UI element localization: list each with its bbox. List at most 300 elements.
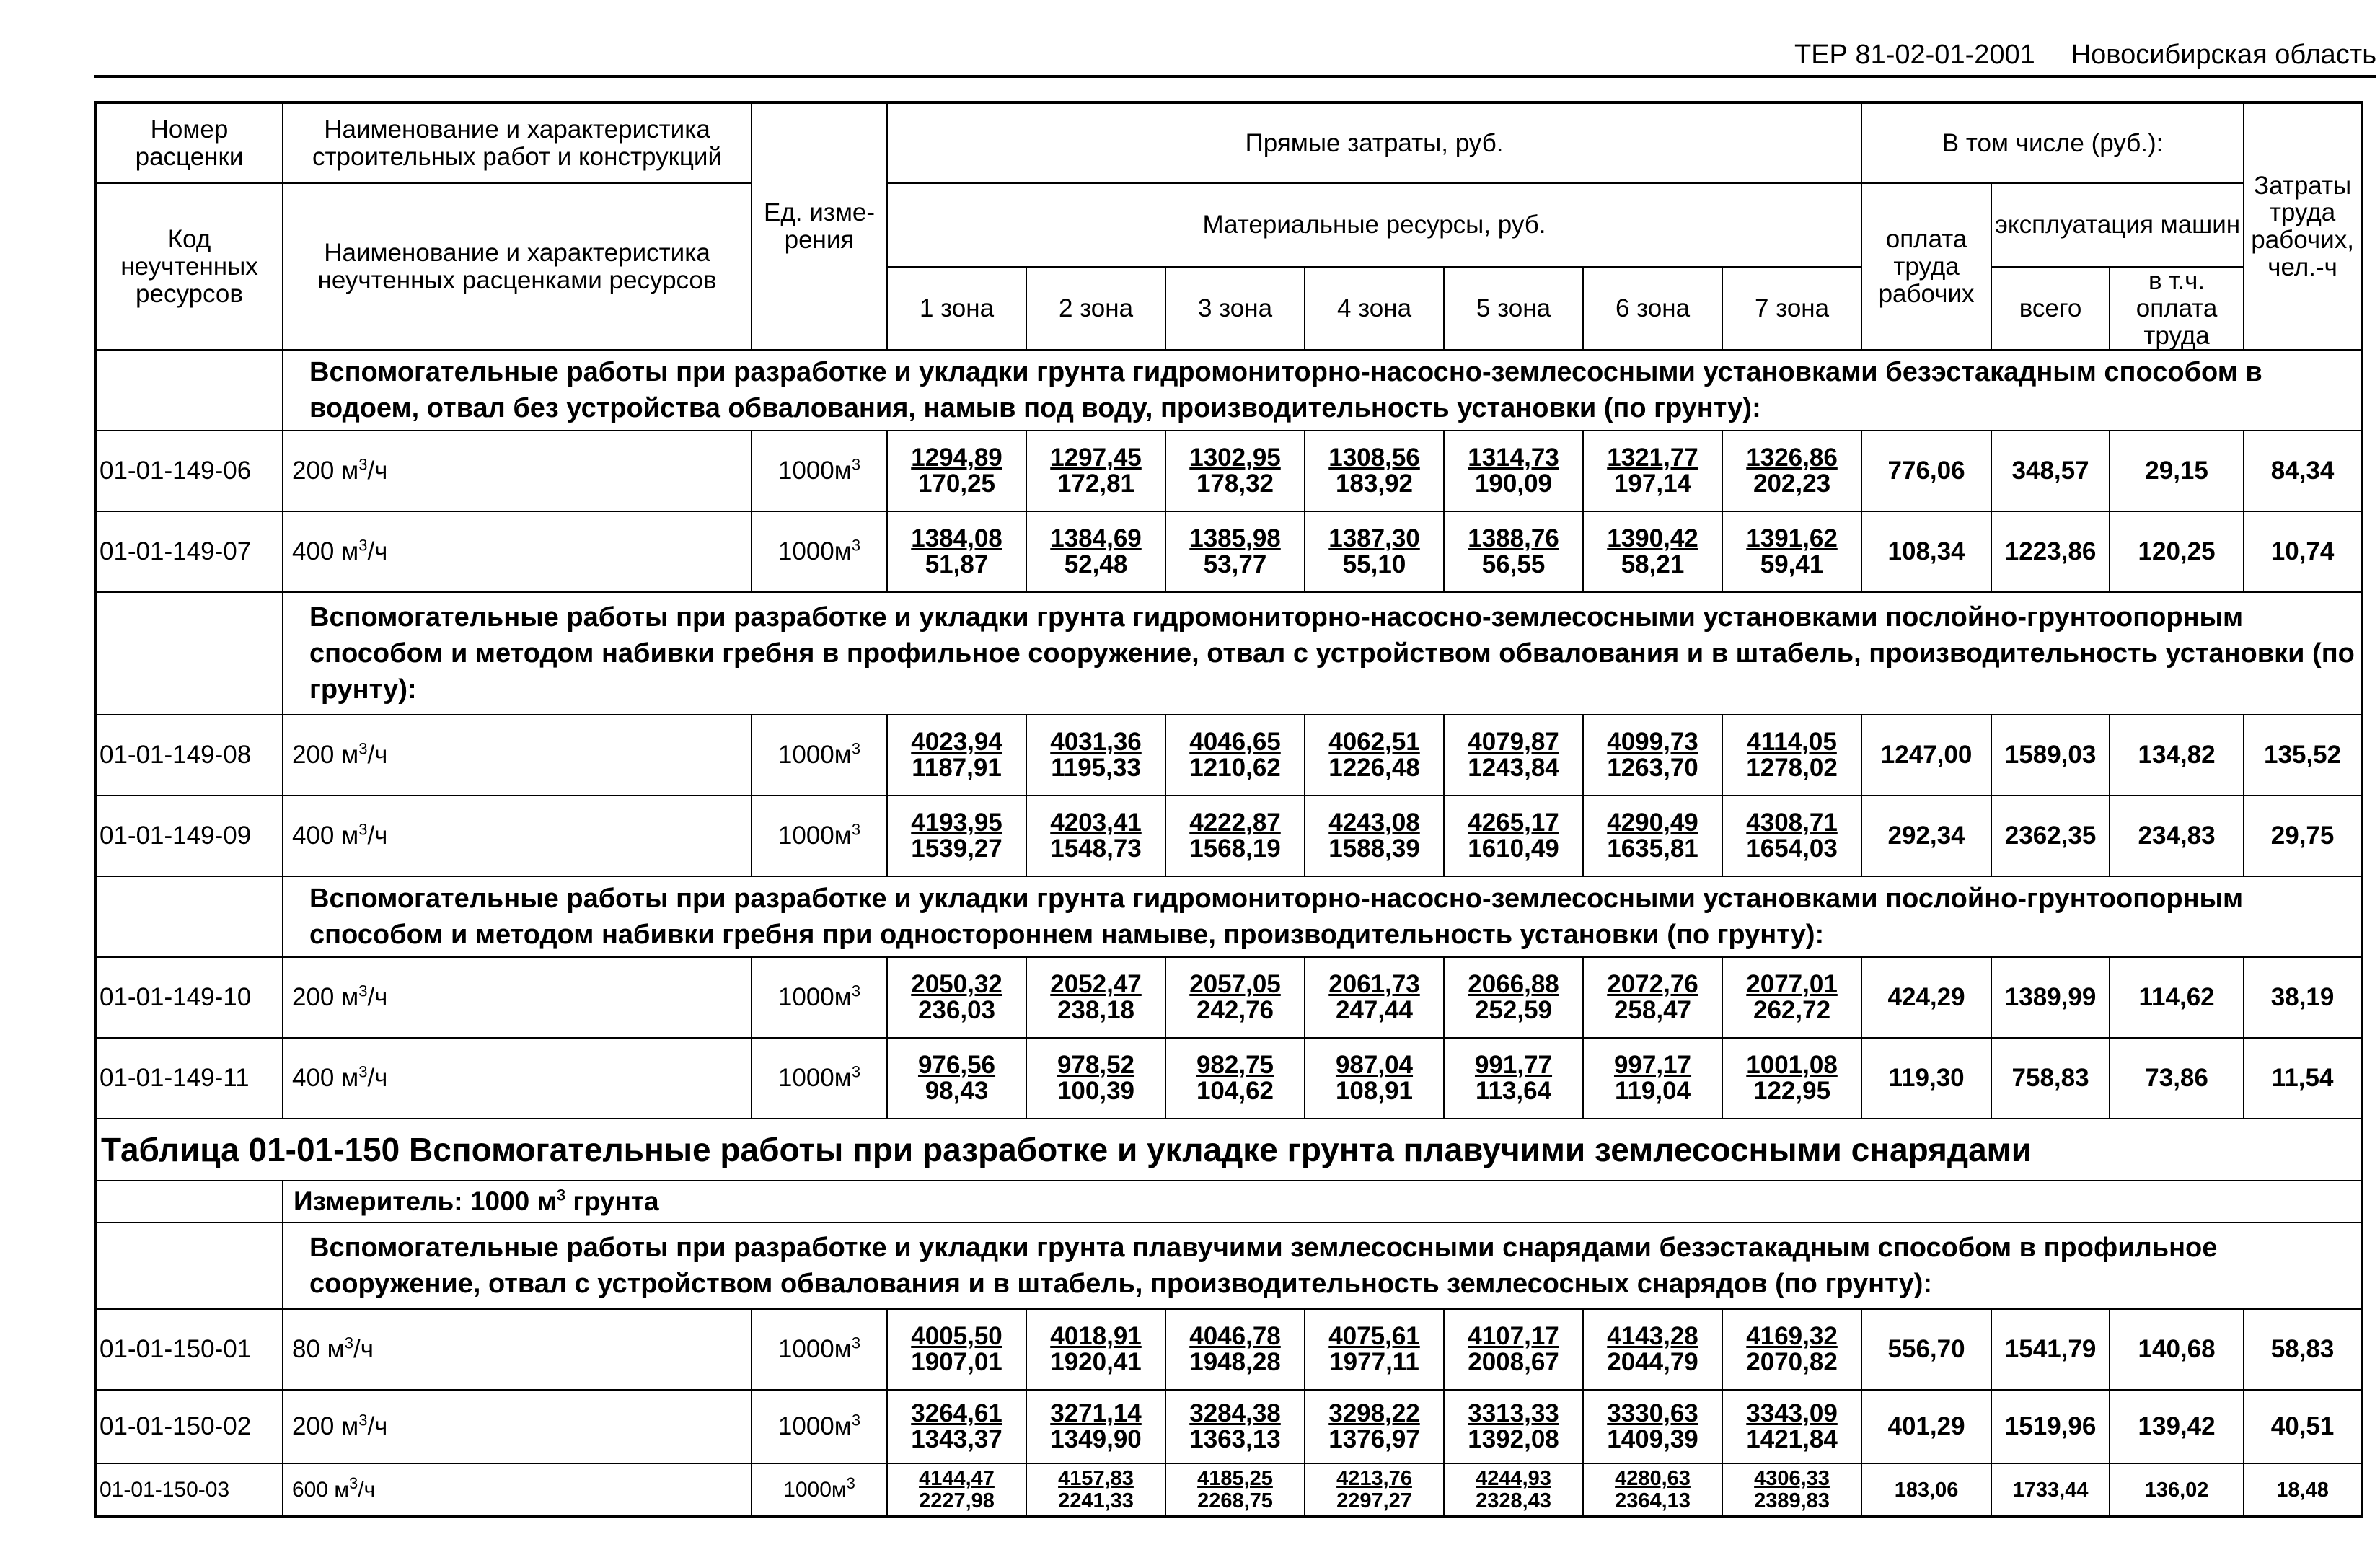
worker-pay-value: 556,70 [1861,1309,1991,1390]
material-cost-value: 53,77 [1203,550,1267,579]
zone-cost-cell [1722,431,1861,511]
col-rate-number: Номер расценки [95,102,283,183]
zone-cost-cell [1444,796,1583,876]
machines-total-value: 1733,44 [1991,1463,2110,1517]
labor-value: 40,51 [2244,1390,2362,1463]
rate-name-superscript: 3 [358,1411,368,1430]
rate-row [95,431,2362,511]
labor-value: 84,34 [2244,431,2362,511]
rate-row [95,1309,2362,1390]
col-labor: Затраты труда рабочих, чел.-ч [2244,102,2362,350]
direct-cost-value: 1387,30 [1328,524,1420,552]
section-row [95,592,2362,715]
rate-code: 01-01-149-06 [95,431,283,511]
material-cost-value: 1392,08 [1468,1425,1559,1454]
direct-cost-value: 2066,88 [1468,969,1559,998]
direct-cost-value: 4046,78 [1189,1321,1281,1350]
rate-name-text: 200 м [292,741,359,770]
rate-name-superscript: 3 [358,536,368,555]
section-blank-cell [95,592,283,715]
direct-cost-value: 4265,17 [1468,808,1559,837]
rate-name-text: 200 м [292,983,359,1012]
direct-cost-value: 3284,38 [1189,1398,1281,1427]
direct-cost-value: 3264,61 [911,1398,1002,1427]
material-cost-value: 100,39 [1057,1077,1135,1106]
direct-cost-value: 4075,61 [1328,1321,1420,1350]
zone-cost-cell [1165,1390,1305,1463]
material-cost-value: 58,21 [1621,550,1685,579]
direct-cost-value: 2072,76 [1607,969,1698,998]
rate-name-text: 200 м [292,457,359,485]
material-cost-value: 2070,82 [1746,1348,1838,1377]
zone-cost-cell [887,715,1026,796]
unit-superscript: 3 [851,1334,861,1352]
worker-pay-value: 119,30 [1861,1038,1991,1119]
material-cost-value: 1920,41 [1050,1348,1142,1377]
section-title: Вспомогательные работы при разработке и укладки грунта гидромониторно-насосно-землесосными установками послойно-грунтоопорным способом и методом набивки гребня при одностороннем намыве, производительность установки (по грунту): [283,876,2362,957]
unit-superscript: 3 [851,739,861,758]
rate-name-suffix: /ч [353,1335,374,1364]
rate-row [95,715,2362,796]
labor-value: 29,75 [2244,796,2362,876]
material-cost-value: 1343,37 [911,1425,1002,1454]
zone-cost-cell [1305,1038,1444,1119]
material-cost-value: 2044,79 [1607,1348,1698,1377]
zone-cost-cell [1165,431,1305,511]
zone-cost-cell [1165,957,1305,1038]
section-row [95,1223,2362,1309]
col-work-name: Наименование и характеристика строительных работ и конструкций [283,102,752,183]
material-cost-value: 190,09 [1474,470,1553,498]
zone-cost-cell [1722,1390,1861,1463]
material-cost-value: 1568,19 [1189,834,1281,863]
direct-cost-value: 3298,22 [1328,1398,1420,1427]
direct-cost-value: 3330,63 [1607,1398,1698,1427]
rate-name [283,957,752,1038]
machines-pay-value: 139,42 [2110,1390,2244,1463]
zone-cost-cell [1165,1309,1305,1390]
labor-value: 58,83 [2244,1309,2362,1390]
unit-superscript: 3 [846,1474,855,1493]
rate-unit [752,511,887,592]
material-cost-value: 247,44 [1335,996,1414,1025]
direct-cost-value: 2061,73 [1328,969,1420,998]
rate-row [95,1463,2362,1517]
material-cost-value: 1195,33 [1051,754,1141,783]
direct-cost-value: 4213,76 [1336,1467,1412,1491]
material-cost-value: 55,10 [1342,550,1406,579]
section-row [95,876,2362,957]
material-cost-value: 2227,98 [919,1489,995,1512]
zone-cost-cell [1026,957,1165,1038]
zone-cost-cell [1026,1463,1165,1517]
col-unit: Ед. изме-рения [752,102,887,350]
worker-pay-value: 424,29 [1861,957,1991,1038]
labor-value: 135,52 [2244,715,2362,796]
material-cost-value: 1610,49 [1468,834,1559,863]
material-cost-value: 238,18 [1057,996,1135,1025]
document-code: ТЕР 81-02-01-2001 [1794,40,2035,70]
machines-total-value: 1589,03 [1991,715,2110,796]
machines-pay-value: 234,83 [2110,796,2244,876]
zone-cost-cell [887,957,1026,1038]
zone-cost-cell [1305,796,1444,876]
zone-cost-cell [1722,1038,1861,1119]
worker-pay-value: 1247,00 [1861,715,1991,796]
zone-cost-cell [1165,796,1305,876]
col-machines-pay: в т.ч. оплата труда [2110,267,2244,350]
direct-cost-value: 991,77 [1474,1050,1553,1079]
material-cost-value: 98,43 [925,1077,989,1106]
zone-cost-cell [1722,957,1861,1038]
material-cost-value: 2328,43 [1476,1489,1551,1512]
rate-code: 01-01-150-03 [95,1463,283,1517]
direct-cost-value: 3313,33 [1468,1398,1559,1427]
rate-unit [752,431,887,511]
material-cost-value: 59,41 [1760,550,1824,579]
zone-cost-cell [1444,1038,1583,1119]
machines-total-value: 1223,86 [1991,511,2110,592]
rate-unit [752,796,887,876]
material-cost-value: 119,04 [1614,1077,1691,1106]
section-title: Вспомогательные работы при разработке и укладки грунта гидромониторно-насосно-землесосными установками послойно-грунтоопорным способом и методом набивки гребня в профильное сооружение, отвал с устройством обвалования и в штабель, производительность установки (по грунту): [283,592,2362,715]
measure-label [283,1181,2362,1223]
unit-superscript: 3 [851,455,861,474]
material-cost-value: 2364,13 [1615,1489,1691,1512]
direct-cost-value: 982,75 [1196,1050,1274,1079]
material-cost-value: 1243,84 [1468,754,1559,783]
machines-total-value: 1389,99 [1991,957,2110,1038]
rates-table [94,101,2363,1518]
header-row-2 [95,183,2362,267]
rate-row [95,511,2362,592]
rate-name-suffix: /ч [367,1412,388,1441]
material-cost-value: 1588,39 [1328,834,1420,863]
zone-cost-cell [1583,1463,1722,1517]
zone-cost-cell [1026,715,1165,796]
direct-cost-value: 1321,77 [1607,443,1698,472]
material-cost-value: 51,87 [925,550,989,579]
direct-cost-value: 4107,17 [1468,1321,1559,1350]
direct-cost-value: 4306,33 [1754,1467,1830,1491]
rate-name-text: 600 м [292,1478,350,1502]
labor-value: 10,74 [2244,511,2362,592]
direct-cost-value: 987,04 [1335,1050,1414,1079]
zone-cost-cell [1165,715,1305,796]
col-machines-total: всего [1991,267,2110,350]
direct-cost-value: 4203,41 [1050,808,1142,837]
rate-row [95,1390,2362,1463]
direct-cost-value: 2050,32 [911,969,1002,998]
machines-pay-value: 136,02 [2110,1463,2244,1517]
material-cost-value: 202,23 [1753,470,1831,498]
unit-text: 1000м [777,741,852,770]
unit-text: 1000м [777,983,852,1012]
direct-cost-value: 2057,05 [1189,969,1281,998]
machines-pay-value: 140,68 [2110,1309,2244,1390]
rate-name [283,511,752,592]
direct-cost-value: 4031,36 [1050,727,1142,756]
direct-cost-value: 4308,71 [1746,808,1838,837]
rate-name-superscript: 3 [344,1334,353,1352]
zone-cost-cell [1026,431,1165,511]
unit-text: 1000м [777,1412,852,1441]
direct-cost-value: 4280,63 [1615,1467,1691,1491]
zone-cost-cell [1026,1038,1165,1119]
material-cost-value: 1421,84 [1746,1425,1838,1454]
rate-name [283,715,752,796]
zone-cost-cell [1444,431,1583,511]
material-cost-value: 1948,28 [1189,1348,1281,1377]
zone-cost-cell [1583,957,1722,1038]
zone-cost-cell [1444,511,1583,592]
rate-name-suffix: /ч [367,537,388,566]
zone-cost-cell [1305,511,1444,592]
zone-cost-cell [1305,1390,1444,1463]
zone-cost-cell [1583,1390,1722,1463]
material-cost-value: 1210,62 [1189,754,1281,783]
machines-pay-value: 120,25 [2110,511,2244,592]
zone-cost-cell [1305,1463,1444,1517]
material-cost-value: 2268,75 [1197,1489,1273,1512]
col-zone-2: 2 зона [1026,267,1165,350]
direct-cost-value: 4185,25 [1197,1467,1273,1491]
unit-text: 1000м [777,1335,852,1364]
zone-cost-cell [1583,796,1722,876]
direct-cost-value: 4099,73 [1607,727,1698,756]
col-code-unaccounted: Код неучтенных ресурсов [95,183,283,350]
zone-cost-cell [1583,1038,1722,1119]
direct-cost-value: 4290,49 [1607,808,1698,837]
material-cost-value: 52,48 [1064,550,1128,579]
section-row [95,350,2362,431]
machines-total-value: 1541,79 [1991,1309,2110,1390]
col-including [1861,102,2244,183]
material-cost-value: 1654,03 [1746,834,1838,863]
machines-pay-value: 29,15 [2110,431,2244,511]
rate-name [283,796,752,876]
col-direct-costs: Прямые затраты, руб. [887,102,1861,183]
material-cost-value: 183,92 [1335,470,1414,498]
direct-cost-value: 997,17 [1613,1050,1692,1079]
rate-name-suffix: /ч [367,457,388,485]
machines-total-value: 758,83 [1991,1038,2110,1119]
machines-total-value: 348,57 [1991,431,2110,511]
zone-cost-cell [887,511,1026,592]
rate-row [95,957,2362,1038]
zone-cost-cell [1165,1463,1305,1517]
zone-cost-cell [1444,715,1583,796]
rate-code: 01-01-149-11 [95,1038,283,1119]
direct-cost-value: 3343,09 [1746,1398,1838,1427]
rate-name [283,1309,752,1390]
rate-name-suffix: /ч [358,1478,376,1502]
zone-cost-cell [1026,511,1165,592]
direct-cost-value: 1001,08 [1746,1050,1838,1079]
rate-name-superscript: 3 [349,1474,358,1493]
worker-pay-value: 401,29 [1861,1390,1991,1463]
rate-unit [752,1463,887,1517]
zone-cost-cell [1444,1390,1583,1463]
worker-pay-value: 292,34 [1861,796,1991,876]
section-blank-cell [95,876,283,957]
material-cost-value: 122,95 [1753,1077,1831,1106]
zone-cost-cell [1444,1463,1583,1517]
rate-name-superscript: 3 [358,820,368,839]
zone-cost-cell [887,1463,1026,1517]
material-cost-value: 1376,97 [1328,1425,1420,1454]
unit-text: 1000м [777,537,852,566]
direct-cost-value: 4222,87 [1189,808,1281,837]
rate-name-text: 200 м [292,1412,359,1441]
direct-cost-value: 4005,50 [911,1321,1002,1350]
direct-cost-value: 1294,89 [911,443,1002,472]
direct-cost-value: 1384,08 [911,524,1002,552]
material-cost-value: 1349,90 [1050,1425,1142,1454]
rate-code: 01-01-150-01 [95,1309,283,1390]
rate-unit [752,1309,887,1390]
direct-cost-value: 4018,91 [1050,1321,1142,1350]
rate-name [283,431,752,511]
col-zone-1: 1 зона [887,267,1026,350]
material-cost-value: 1363,13 [1189,1425,1281,1454]
direct-cost-value: 2052,47 [1050,969,1142,998]
rate-name-text: 400 м [292,537,359,566]
col-including-label: В том числе (руб.): [1942,128,2164,157]
col-zone-7: 7 зона [1722,267,1861,350]
material-cost-value: 236,03 [917,996,996,1025]
direct-cost-value: 1390,42 [1607,524,1698,552]
rate-name-superscript: 3 [358,1062,368,1081]
material-cost-value: 1539,27 [911,834,1002,863]
zone-cost-cell [1444,957,1583,1038]
rate-name [283,1463,752,1517]
rate-name-text: 80 м [292,1335,345,1364]
unit-superscript: 3 [851,982,861,1000]
rate-code: 01-01-149-07 [95,511,283,592]
zone-cost-cell [1305,431,1444,511]
zone-cost-cell [1305,715,1444,796]
zone-cost-cell [1165,1038,1305,1119]
rate-code: 01-01-150-02 [95,1390,283,1463]
table-title-row [95,1119,2362,1181]
rate-unit [752,1390,887,1463]
material-cost-value: 1907,01 [911,1348,1002,1377]
rate-name-superscript: 3 [358,739,368,758]
direct-cost-value: 1388,76 [1468,524,1559,552]
direct-cost-value: 4169,32 [1746,1321,1838,1350]
header-row-1 [95,102,2362,183]
zone-cost-cell [1026,796,1165,876]
col-machines: эксплуатация машин [1991,183,2244,267]
measure-row [95,1181,2362,1223]
material-cost-value: 2241,33 [1058,1489,1134,1512]
page-header [94,40,2376,78]
direct-cost-value: 978,52 [1057,1050,1135,1079]
section-blank-cell [95,350,283,431]
direct-cost-value: 1314,73 [1468,443,1559,472]
unit-text: 1000м [777,821,852,850]
zone-cost-cell [1026,1390,1165,1463]
zone-cost-cell [1722,1309,1861,1390]
zone-cost-cell [1722,1463,1861,1517]
material-cost-value: 1263,70 [1607,754,1698,783]
direct-cost-value: 4062,51 [1328,727,1420,756]
worker-pay-value: 183,06 [1861,1463,1991,1517]
worker-pay-value: 108,34 [1861,511,1991,592]
rate-name-suffix: /ч [367,821,388,850]
direct-cost-value: 4046,65 [1189,727,1281,756]
machines-pay-value: 114,62 [2110,957,2244,1038]
direct-cost-value: 4243,08 [1328,808,1420,837]
zone-cost-cell [887,431,1026,511]
direct-cost-value: 1308,56 [1328,443,1420,472]
material-cost-value: 1226,48 [1328,754,1420,783]
col-zone-5: 5 зона [1444,267,1583,350]
rate-name-suffix: /ч [367,1064,388,1093]
direct-cost-value: 1326,86 [1746,443,1838,472]
zone-cost-cell [1305,957,1444,1038]
direct-cost-value: 976,56 [917,1050,996,1079]
rate-name-suffix: /ч [367,983,388,1012]
rate-name [283,1390,752,1463]
measure-suffix: грунта [565,1186,659,1216]
material-cost-value: 172,81 [1057,470,1135,498]
zone-cost-cell [1026,1309,1165,1390]
material-cost-value: 108,91 [1335,1077,1414,1106]
material-cost-value: 1278,02 [1746,754,1838,783]
measure-blank-cell [95,1181,283,1223]
unit-superscript: 3 [851,1062,861,1081]
zone-cost-cell [1722,715,1861,796]
rate-unit [752,1038,887,1119]
material-cost-value: 258,47 [1613,996,1692,1025]
col-worker-pay: оплата труда рабочих [1861,183,1991,350]
unit-text: 1000м [777,457,852,485]
zone-cost-cell [1722,511,1861,592]
material-cost-value: 178,32 [1196,470,1274,498]
table-title: Таблица 01-01-150 Вспомогательные работы при разработке и укладке грунта плавучими землесосными снарядами [95,1119,2362,1181]
direct-cost-value: 4157,83 [1058,1467,1134,1491]
material-cost-value: 242,76 [1196,996,1274,1025]
material-cost-value: 1635,81 [1607,834,1698,863]
material-cost-value: 113,64 [1475,1077,1552,1106]
rate-unit [752,715,887,796]
material-cost-value: 197,14 [1613,470,1692,498]
direct-cost-value: 4143,28 [1607,1321,1698,1350]
direct-cost-value: 4244,93 [1476,1467,1551,1491]
col-material-resources: Материальные ресурсы, руб. [887,183,1861,267]
zone-cost-cell [1305,1309,1444,1390]
material-cost-value: 1187,91 [912,754,1002,783]
col-zone-4: 4 зона [1305,267,1444,350]
direct-cost-value: 4079,87 [1468,727,1559,756]
zone-cost-cell [1583,715,1722,796]
zone-cost-cell [1583,511,1722,592]
rate-code: 01-01-149-08 [95,715,283,796]
labor-value: 11,54 [2244,1038,2362,1119]
direct-cost-value: 1297,45 [1050,443,1142,472]
rate-name-superscript: 3 [358,982,368,1000]
zone-cost-cell [1444,1309,1583,1390]
direct-cost-value: 1302,95 [1189,443,1281,472]
rate-code: 01-01-149-10 [95,957,283,1038]
material-cost-value: 1977,11 [1329,1348,1419,1377]
rate-name [283,1038,752,1119]
zone-cost-cell [887,796,1026,876]
zone-cost-cell [887,1309,1026,1390]
measure-superscript: 3 [556,1186,566,1204]
